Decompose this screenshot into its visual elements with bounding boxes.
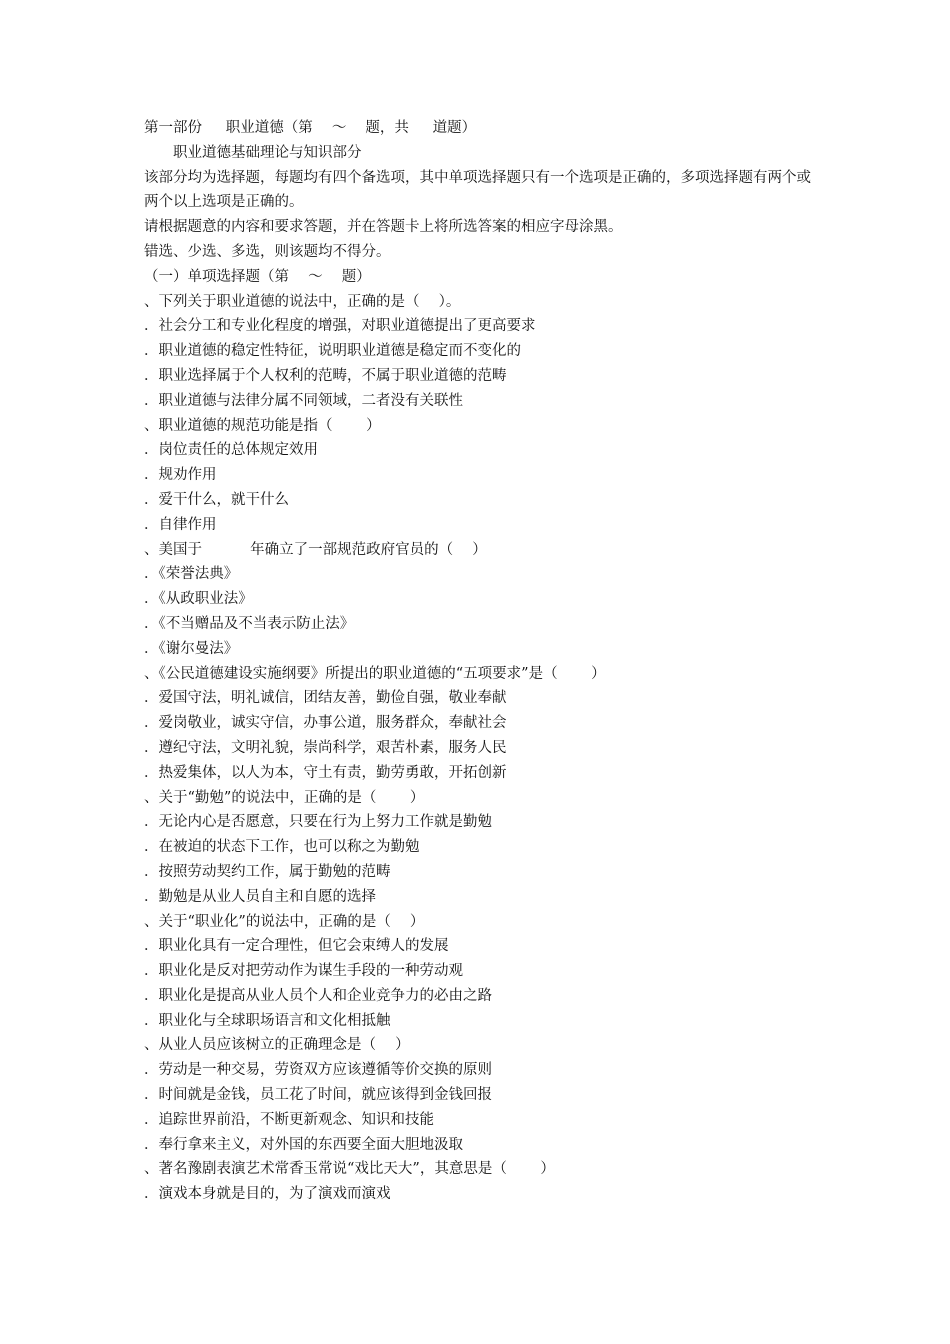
option-line: ．职业化与全球职场语言和文化相抵触 [144,1012,391,1029]
option-line: ．职业道德与法律分属不同领域，二者没有关联性 [144,392,463,409]
option-line: ．职业道德的稳定性特征，说明职业道德是稳定而不变化的 [144,343,521,360]
option-line: ．追踪世界前沿，不断更新观念、知识和技能 [144,1111,434,1128]
option-line: ．热爱集体，以人为本，守土有责，勤劳勇敢，开拓创新 [144,764,507,781]
instruction-line: 错选、少选、多选，则该题均不得分。 [144,243,391,260]
option-line: ．规劝作用 [144,467,217,484]
option-line: ．奉行拿来主义，对外国的东西要全面大胆地汲取 [144,1136,463,1153]
option-line: ．《谢尔曼法》 [144,640,239,657]
option-line: ．自律作用 [144,516,217,533]
document-body [144,116,824,1207]
option-line: ．遵纪守法，文明礼貌，崇尚科学，艰苦朴素，服务人民 [144,739,507,756]
option-line: ．爱岗敬业，诚实守信，办事公道，服务群众，奉献社会 [144,715,507,732]
question-line: 、美国于 年确立了一部规范政府官员的（ ） [144,541,487,558]
option-line: ．社会分工和专业化程度的增强，对职业道德提出了更高要求 [144,318,536,335]
single-choice-heading: （一）单项选择题（第 ～ 题） [144,268,371,285]
question-line: 、著名豫剧表演艺术常香玉常说“戏比天大”，其意思是（ ） [144,1161,555,1178]
section-subheading: 职业道德基础理论与知识部分 [144,144,362,161]
part-heading: 第一部份 职业道德（第 ～ 题，共 道题） [144,120,477,136]
option-line: ．在被迫的状态下工作，也可以称之为勤勉 [144,839,420,856]
instruction-line: 请根据题意的内容和要求答题，并在答题卡上将所选答案的相应字母涂黑。 [144,219,623,236]
instruction-paragraph: 该部分均为选择题，每题均有四个备选项，其中单项选择题只有一个选项是正确的，多项选择题有两个或两个以上选项是正确的。 [144,169,811,211]
option-line: ．时间就是金钱，员工花了时间，就应该得到金钱回报 [144,1087,492,1104]
option-line: ．职业化是反对把劳动作为谋生手段的一种劳动观 [144,963,463,980]
option-line: ．《荣誉法典》 [144,566,239,583]
option-line: ．演戏本身就是目的，为了演戏而演戏 [144,1186,391,1203]
option-line: ．《不当赠品及不当表示防止法》 [144,615,355,632]
option-line: ．无论内心是否愿意，只要在行为上努力工作就是勤勉 [144,814,492,831]
option-line: ．爱国守法，明礼诚信，团结友善，勤俭自强，敬业奉献 [144,690,507,707]
question-line: 、下列关于职业道德的说法中，正确的是（ ）。 [144,293,461,310]
question-line: 、《公民道德建设实施纲要》所提出的职业道德的“五项要求”是（ ） [144,665,606,682]
option-line: ．勤勉是从业人员自主和自愿的选择 [144,888,376,905]
option-line: ．劳动是一种交易，劳资双方应该遵循等价交换的原则 [144,1062,492,1079]
option-line: ．爱干什么，就干什么 [144,491,289,508]
question-line: 、从业人员应该树立的正确理念是（ ） [144,1037,410,1054]
option-line: ．按照劳动契约工作，属于勤勉的范畴 [144,863,391,880]
option-line: ．职业选择属于个人权利的范畴，不属于职业道德的范畴 [144,367,507,384]
option-line: ．职业化是提高从业人员个人和企业竞争力的必由之路 [144,987,492,1004]
question-line: 、职业道德的规范功能是指（ ） [144,417,381,434]
option-line: ．职业化具有一定合理性，但它会束缚人的发展 [144,938,449,955]
question-line: 、关于“职业化”的说法中，正确的是（ ） [144,913,425,930]
question-line: 、关于“勤勉”的说法中，正确的是（ ） [144,789,425,806]
option-line: ．岗位责任的总体规定效用 [144,442,318,459]
option-line: ．《从政职业法》 [144,591,253,608]
